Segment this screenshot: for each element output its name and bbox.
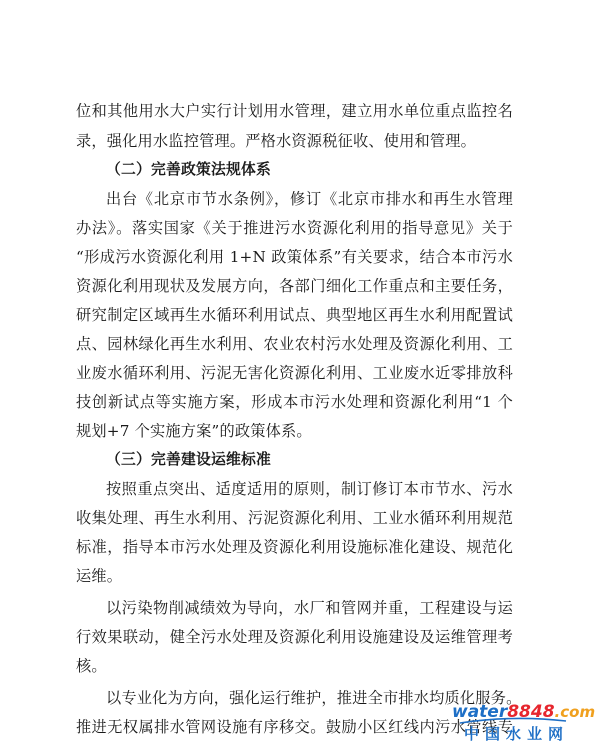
paragraph-line: 以专业化为方向，强化运行维护，推进全市排水均质化服务。 [106, 689, 522, 707]
paragraph-line: 录，强化用水监控管理。严格水资源税征收、使用和管理。 [76, 132, 477, 150]
paragraph-line: 标准，指导本市污水处理及资源化利用设施标准化建设、规范化 [76, 538, 513, 556]
paragraph-line: 点、园林绿化再生水利用、农业农村污水处理及资源化利用、工 [76, 335, 513, 353]
paragraph-line: 推进无权属排水管网设施有序移交。鼓励小区红线内污水管线专 [76, 718, 513, 736]
paragraph-line: 研究制定区域再生水循环利用试点、典型地区再生水利用配置试 [76, 306, 513, 324]
watermark-subtitle: 中国水业网 [464, 725, 570, 743]
paragraph-line: 以污染物削减绩效为导向，水厂和管网并重，工程建设与运 [106, 599, 513, 617]
paragraph-line: 位和其他用水大户实行计划用水管理，建立用水单位重点监控名 [76, 102, 513, 120]
paragraph-line: 运维。 [76, 567, 123, 585]
paragraph-line: 核。 [76, 657, 107, 675]
paragraph-line: 办法》。落实国家《关于推进污水资源化利用的指导意见》关于 [76, 219, 513, 237]
section-heading-2: （二）完善政策法规体系 [106, 161, 271, 178]
paragraph-line: 业废水循环利用、污泥无害化资源化利用、工业废水近零排放科 [76, 364, 513, 382]
paragraph-line: 收集处理、再生水利用、污泥资源化利用、工业水循环利用规范 [76, 509, 513, 527]
paragraph-line: 资源化利用现状及发展方向，各部门细化工作重点和主要任务， [76, 277, 513, 295]
watermark-logo-part3: .com [554, 703, 595, 721]
watermark-logo-part1: water [452, 702, 508, 722]
site-watermark [452, 702, 595, 746]
paragraph-line: “形成污水资源化利用 1+N 政策体系”有关要求，结合本市污水 [76, 248, 513, 266]
paragraph-line: 行效果联动，健全污水处理及资源化利用设施建设及运维管理考 [76, 628, 513, 646]
section-heading-3: （三）完善建设运维标准 [106, 451, 271, 468]
watermark-logo-part2: 8848 [507, 702, 555, 722]
paragraph-line: 按照重点突出、适度适用的原则，制订修订本市节水、污水 [106, 480, 513, 498]
paragraph-line: 出台《北京市节水条例》，修订《北京市排水和再生水管理 [106, 190, 513, 208]
paragraph-line: 技创新试点等实施方案，形成本市污水处理和资源化利用“1 个 [76, 393, 513, 411]
paragraph-line: 规划+7 个实施方案”的政策体系。 [76, 422, 312, 440]
